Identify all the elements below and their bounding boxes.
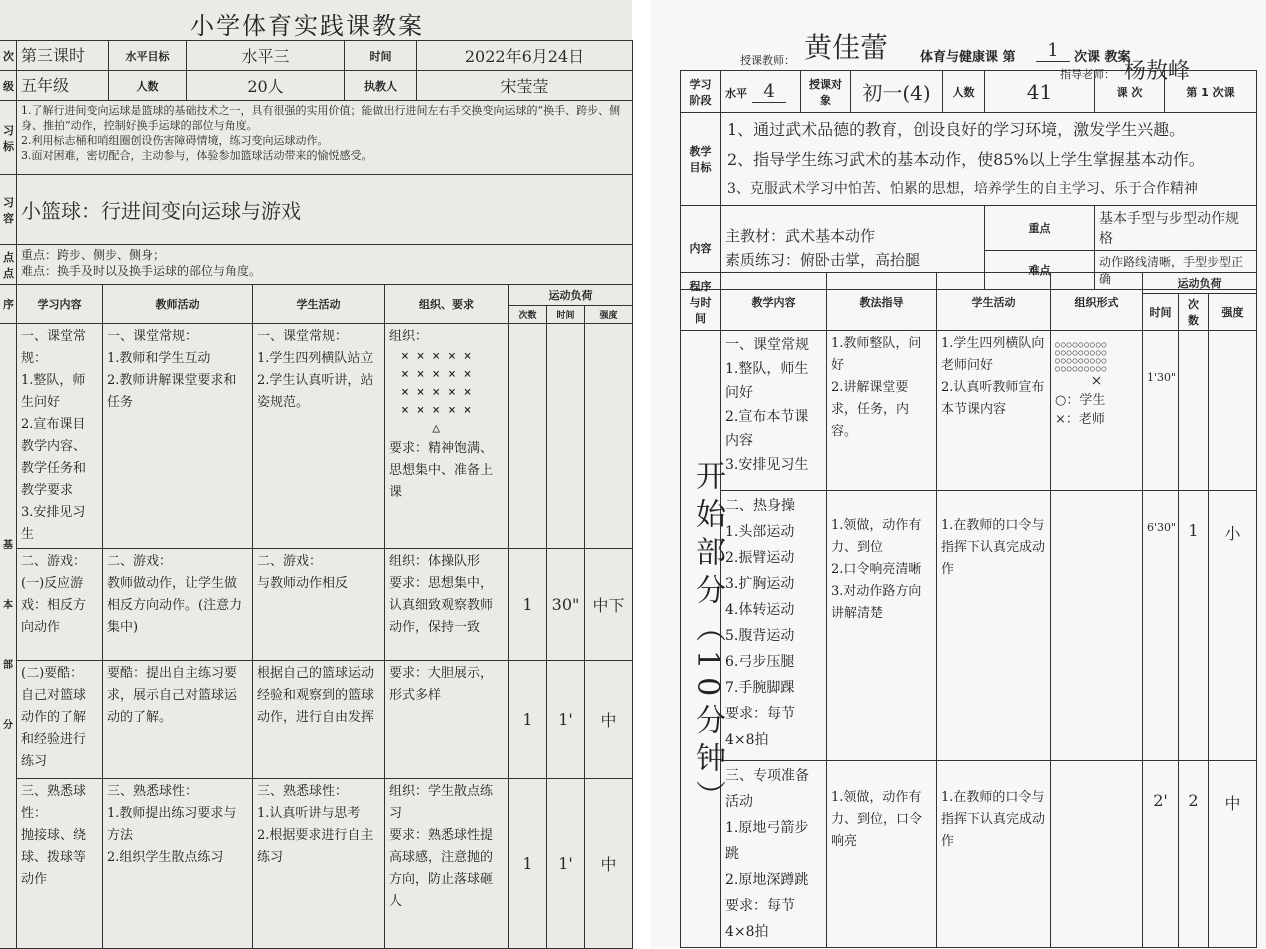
table-row-guide: 1.领做，动作有力、到位 2.口令响亮清晰 3.对动作路方向讲解清楚 xyxy=(827,491,937,761)
teacher-label: 授课教师： xyxy=(740,54,795,67)
time-header: 时间 xyxy=(547,306,585,324)
course-title-prefix: 体育与健康课 第 xyxy=(920,50,1016,65)
student-formation-dots: ○○○○○○○○○ ○○○○○○○○○ ○○○○○○○○○ ○○○○○○○○○ xyxy=(1055,340,1108,373)
instructor-value: 宋莹莹 xyxy=(417,71,633,101)
content-label: 内容 xyxy=(681,206,721,290)
content-header: 教学内容 xyxy=(721,273,827,331)
table-row-teacher: 要酷：提出自主练习要求，展示自己对篮球运动的了解。 xyxy=(103,661,253,779)
right-info-table xyxy=(680,70,1257,290)
table-row-count: 1 xyxy=(509,549,547,661)
content-label: 习容 xyxy=(0,175,17,245)
time-header: 时间 xyxy=(1143,294,1179,331)
formation-diagram: × × × × × × × × × × × × × × × × × × × × △ xyxy=(401,349,472,436)
key-points-label: 点点 xyxy=(0,245,17,285)
right-page-heading xyxy=(740,22,1260,84)
table-row-content: 一、课堂常规 1.整队，师生问好 2.宣布本节课内容 3.安排见习生 xyxy=(721,331,827,491)
student-activity-header: 学生活动 xyxy=(937,273,1051,331)
table-row-org xyxy=(1051,331,1143,491)
table-row-study: (二)要酷： 自己对篮球动作的了解和经验进行练习 xyxy=(17,661,103,779)
table-row-time xyxy=(547,324,585,549)
organization-header: 组织形式 xyxy=(1051,273,1143,331)
lesson-number: 第三课时 xyxy=(17,41,109,71)
table-row-intensity: 中 xyxy=(1209,761,1257,948)
header-row2-label: 级 xyxy=(0,71,17,101)
study-content-header: 学习内容 xyxy=(17,285,103,324)
table-row-study: 二、游戏： (一)反应游戏：相反方向动作 xyxy=(17,549,103,661)
goal-item: 3、克服武术学习中怕苦、怕累的思想，培养学生的自主学习、乐于合作精神 xyxy=(727,181,1198,197)
quality-exercise: 素质练习：俯卧击掌，高抬腿 xyxy=(725,250,921,269)
count-header: 次数 xyxy=(1179,294,1209,331)
table-row-time: 2' xyxy=(1143,761,1179,948)
table-row-count: 1 xyxy=(1179,491,1209,761)
table-row-org: 组织：体操队形 要求：思想集中，认真细致观察教师动作，保持一致 xyxy=(385,549,509,661)
table-row-org: 要求：大胆展示，形式多样 xyxy=(385,661,509,779)
left-procedure-table xyxy=(0,284,633,949)
goals-label: 习标 xyxy=(0,101,17,175)
table-row-intensity: 小 xyxy=(1209,491,1257,761)
table-row-time: 1'30" xyxy=(1143,331,1179,491)
right-lesson-plan-page xyxy=(650,0,1266,948)
headcount-label: 人数 xyxy=(109,71,187,101)
teacher-activity-header: 教师活动 xyxy=(103,285,253,324)
difficulty-label: 难点 xyxy=(985,251,1095,290)
table-row-org xyxy=(385,324,509,549)
time-label: 时间 xyxy=(345,41,417,71)
target-class: 初一(4) xyxy=(851,71,943,113)
table-row-count xyxy=(509,324,547,549)
table-row-study: 一、课堂常规： 1.整队，师生问好 2.宣布课目教学内容、教学任务和教学要求 3.安排见习生 xyxy=(17,324,103,549)
table-row-content: 二、热身操 1.头部运动 2.振臂运动 3.扩胸运动 4.体转运动 5.腹背运动 6.弓步压腿 7.手腕脚踝 要求：每节4×8拍 xyxy=(721,491,827,761)
exercise-load-header: 运动负荷 xyxy=(509,285,633,306)
procedure-header: 程序与时间 xyxy=(681,273,721,331)
table-row-count: 1 xyxy=(509,661,547,779)
goal-item: 2、指导学生练习武术的基本动作，使85%以上学生掌握基本动作。 xyxy=(727,150,1205,169)
date-value: 2022年6月24日 xyxy=(417,41,633,71)
start-part-cell xyxy=(681,331,725,948)
left-page-title: 小学体育实践课教案 xyxy=(190,12,424,40)
legend-teacher: ×：老师 xyxy=(1055,412,1105,427)
level-cell xyxy=(721,71,801,113)
table-row-teacher: 二、游戏： 教师做动作，让学生做相反方向动作。(注意力集中) xyxy=(103,549,253,661)
target-label: 授课对象 xyxy=(801,71,851,113)
start-part-label: 开始部分（10分钟） xyxy=(690,459,725,819)
table-row-time: 1' xyxy=(547,779,585,949)
stage-label: 学习阶段 xyxy=(681,71,721,113)
left-lesson-plan-page xyxy=(0,0,632,948)
table-row-student: 一、课堂常规： 1.学生四列横队站立 2.学生认真听讲，站姿规范。 xyxy=(253,324,385,549)
table-row-count: 1 xyxy=(509,779,547,949)
difficulty: 动作路线清晰，手型步型正确 xyxy=(1095,251,1257,290)
table-row-guide: 1.教师整队，问好 2.讲解课堂要求，任务，内容。 xyxy=(827,331,937,491)
table-row-org: 组织：学生散点练习 要求：熟悉球性提高球感，注意抛的方向，防止落球砸人 xyxy=(385,779,509,949)
level-label: 水平 xyxy=(725,86,747,100)
table-row-student: 根据自己的篮球运动经验和观察到的篮球动作，进行自由发挥 xyxy=(253,661,385,779)
table-row-org-empty xyxy=(1051,491,1143,761)
lesson-times-value: 第 1 次课 xyxy=(1165,71,1257,113)
table-row-student: 1.学生四列横队向老师问好 2.认真听教师宣布本节课内容 xyxy=(937,331,1051,491)
key-point-label: 重点 xyxy=(985,206,1095,251)
guidance-header: 教法指导 xyxy=(827,273,937,331)
table-row-student: 1.在教师的口令与指挥下认真完成动作 xyxy=(937,491,1051,761)
right-procedure-table xyxy=(680,272,1257,948)
advisor-label: 指导老师： xyxy=(1060,68,1115,81)
seq-column-header: 序 xyxy=(0,285,17,324)
key-points: 重点：跨步、侧步、侧身； 难点：换手及时以及换手运球的部位与角度。 xyxy=(17,245,633,285)
goal-item: 1、通过武术品德的教育，创设良好的学习环境，激发学生兴趣。 xyxy=(727,120,1186,139)
student-activity-header: 学生活动 xyxy=(253,285,385,324)
table-row-intensity xyxy=(585,324,633,549)
headcount-value: 20人 xyxy=(187,71,345,101)
table-row-time: 1' xyxy=(547,661,585,779)
learning-content: 小篮球：行进间变向运球与游戏 xyxy=(17,175,633,245)
basic-part-label: 基本部分 xyxy=(0,324,17,949)
main-material: 主教材：武术基本动作 xyxy=(725,226,876,245)
teaching-goals-label: 教学目标 xyxy=(681,113,721,206)
table-row-study: 三、熟悉球性： 抛接球、绕球、拨球等动作 xyxy=(17,779,103,949)
count-header: 次数 xyxy=(509,306,547,324)
table-row-intensity: 中 xyxy=(585,779,633,949)
table-row-intensity: 中下 xyxy=(585,549,633,661)
course-title-suffix: 次课 教案 xyxy=(1074,50,1131,65)
count-label: 人数 xyxy=(943,71,985,113)
table-row-intensity: 中 xyxy=(585,661,633,779)
learning-goals: 1.了解行进间变向运球是篮球的基础技术之一，具有很强的实用价值；能做出行进间左右手交换变向运球的“换手、跨步、侧身、推拍”动作，控制好换手运球的部位与角度。 2.利用标志桶和哨组圈创设伤害障碍情境，练习变向运球动作。 3.面对困难，密切配合，主动参与，体验参加篮球活动带来的愉悦感受。 xyxy=(17,101,633,175)
key-point: 基本手型与步型动作规格 xyxy=(1095,206,1257,251)
lesson-number: 1 xyxy=(1036,40,1070,62)
legend-student: ○：学生 xyxy=(1055,393,1106,408)
table-row-content: 三、专项准备活动 1.原地弓箭步跳 2.原地深蹲跳 要求：每节4×8拍 xyxy=(721,761,827,948)
teaching-goals xyxy=(721,113,1257,206)
table-row-teacher: 一、课堂常规： 1.教师和学生互动 2.教师讲解课堂要求和任务 xyxy=(103,324,253,549)
level-goal-value: 水平三 xyxy=(187,41,345,71)
level-value: 4 xyxy=(752,81,786,103)
table-row-student: 1.在教师的口令与指挥下认真完成动作 xyxy=(937,761,1051,948)
organization-header: 组织、要求 xyxy=(385,285,509,324)
instructor-label: 执教人 xyxy=(345,71,417,101)
table-row-student: 二、游戏： 与教师动作相反 xyxy=(253,549,385,661)
table-row-org-empty xyxy=(1051,761,1143,948)
lesson-times-label: 课 次 xyxy=(1095,71,1165,113)
grade-value: 五年级 xyxy=(17,71,109,101)
table-row-count: 2 xyxy=(1179,761,1209,948)
table-row-teacher: 三、熟悉球性： 1.教师提出练习要求与方法 2.组织学生散点练习 xyxy=(103,779,253,949)
intensity-header: 强度 xyxy=(1209,294,1257,331)
level-goal-label: 水平目标 xyxy=(109,41,187,71)
header-row1-label: 次 xyxy=(0,41,17,71)
advisor-name: 杨敖峰 xyxy=(1124,59,1191,84)
left-header-table xyxy=(0,40,633,101)
exercise-load-header: 运动负荷 xyxy=(1143,273,1257,294)
table-row-time: 6'30" xyxy=(1143,491,1179,761)
table-row-student: 三、熟悉球性： 1.认真听讲与思考 2.根据要求进行自主练习 xyxy=(253,779,385,949)
table-row-count xyxy=(1179,331,1209,491)
teacher-marker: × xyxy=(1090,373,1103,389)
table-row-guide: 1.领做，动作有力、到位，口令响亮 xyxy=(827,761,937,948)
left-info-table xyxy=(0,100,633,285)
org-heading: 组织： xyxy=(389,329,429,344)
table-row-time: 30" xyxy=(547,549,585,661)
student-count: 41 xyxy=(985,71,1095,113)
intensity-header: 强度 xyxy=(585,306,633,324)
org-requirement: 要求：精神饱满、思想集中、准备上课 xyxy=(389,441,494,500)
teacher-name: 黄佳蕾 xyxy=(804,31,889,64)
table-row-intensity xyxy=(1209,331,1257,491)
